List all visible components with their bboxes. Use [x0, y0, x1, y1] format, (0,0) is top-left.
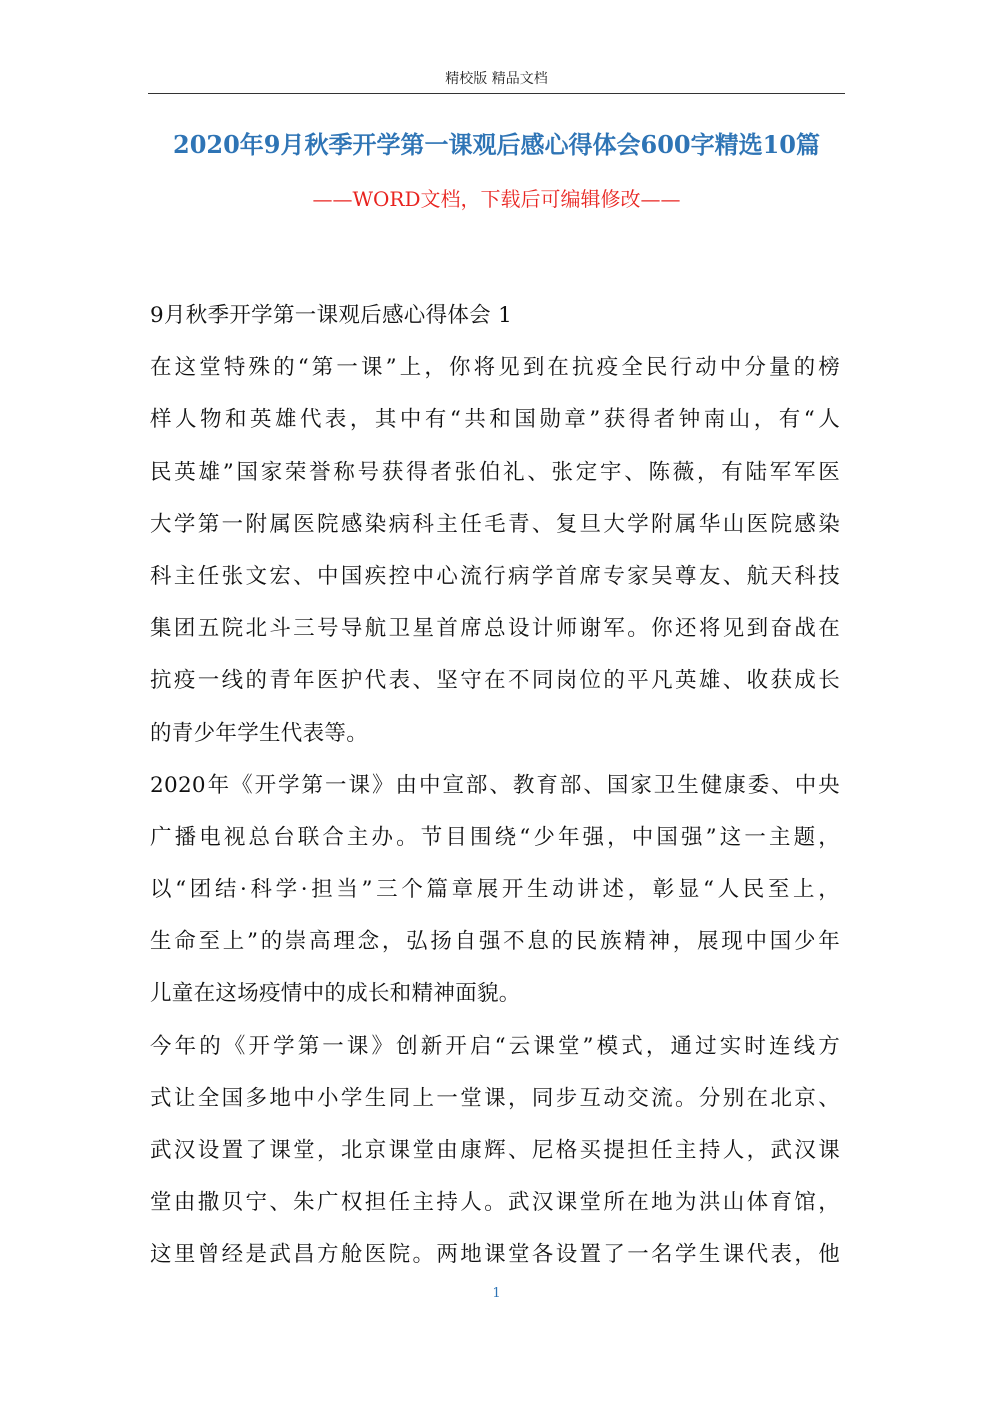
section-heading: 9月秋季开学第一课观后感心得体会 1: [150, 303, 513, 328]
body-line: 武汉设置了课堂，北京课堂由康辉、尼格买提担任主持人，武汉课: [150, 1138, 840, 1163]
body-line: 生命至上”的崇高理念，弘扬自强不息的民族精神，展现中国少年: [150, 929, 840, 955]
document-body: [150, 290, 840, 1282]
page-number: 1: [492, 1286, 501, 1301]
body-line: 大学第一附属医院感染病科主任毛青、复旦大学附属华山医院感染: [150, 511, 840, 537]
body-line: 民英雄”国家荣誉称号获得者张伯礼、张定宇、陈薇，有陆军军医: [150, 459, 840, 485]
body-line: 的青少年学生代表等。: [150, 720, 369, 746]
body-line: 在这堂特殊的“第一课”上，你将见到在抗疫全民行动中分量的榜: [150, 355, 840, 381]
body-line: 以“团结·科学·担当”三个篇章展开生动讲述，彰显“人民至上，: [150, 877, 840, 903]
body-line: 集团五院北斗三号导航卫星首席总设计师谢军。你还将见到奋战在: [150, 616, 840, 642]
document-title: 2020年9月秋季开学第一课观后感心得体会600字精选10篇: [173, 130, 820, 159]
body-line: 广播电视总台联合主办。节目围绕“少年强，中国强”这一主题，: [150, 824, 840, 850]
body-line: 式让全国多地中小学生同上一堂课，同步互动交流。分别在北京、: [150, 1085, 840, 1111]
body-line: 样人物和英雄代表，其中有“共和国勋章”获得者钟南山，有“人: [150, 407, 840, 433]
body-line: 儿童在这场疫情中的成长和精神面貌。: [150, 981, 521, 1007]
body-line: 这里曾经是武昌方舱医院。两地课堂各设置了一名学生课代表，他: [150, 1242, 840, 1268]
body-line: 抗疫一线的青年医护代表、坚守在不同岗位的平凡英雄、收获成长: [150, 668, 840, 694]
body-line: 2020年《开学第一课》由中宣部、教育部、国家卫生健康委、中央: [150, 772, 840, 798]
page-header: 精校版 精品文档: [445, 71, 548, 87]
body-line: 堂由撒贝宁、朱广权担任主持人。武汉课堂所在地为洪山体育馆，: [150, 1190, 840, 1216]
document-subtitle: ——WORD文档，下载后可编辑修改——: [312, 187, 681, 211]
body-line: 科主任张文宏、中国疾控中心流行病学首席专家吴尊友、航天科技: [150, 563, 840, 589]
body-line: 今年的《开学第一课》创新开启“云课堂”模式，通过实时连线方: [150, 1033, 840, 1059]
header-divider: [148, 93, 845, 94]
